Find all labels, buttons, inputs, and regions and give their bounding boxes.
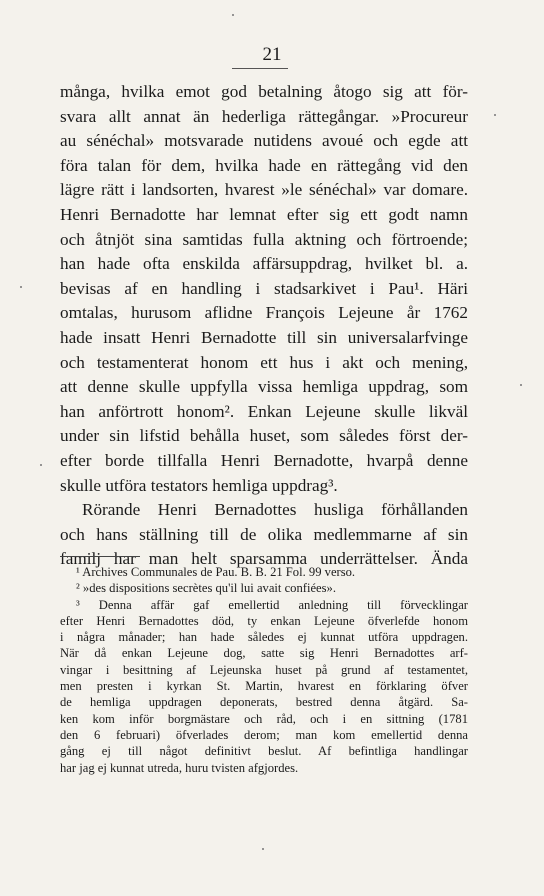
footnote-line: ³ Denna affär gaf emellertid anledning till förvecklingar: [76, 597, 468, 612]
footnote-line: de hemliga uppdragen deponerats, bestred denna åtgärd. Sa-: [60, 695, 468, 710]
footnote-line: ² »des dispositions secrètes qu'il lui avait confiées».: [76, 581, 336, 596]
body-line: föra talan för dem, hvilka hade en rättegång vid den: [60, 155, 468, 175]
paper-speck: [40, 464, 42, 466]
body-line: han hade ofta enskilda affärsuppdrag, hvilket bl. a.: [60, 254, 468, 274]
body-line: familj har man helt sparsamma underrättelser. Ända: [60, 549, 468, 569]
body-line: svara allt annat än hederliga rättegångar. »Procureur: [60, 106, 468, 126]
footnote-line: ¹ Archives Communales de Pau. B. B. 21 Fol. 99 verso.: [76, 565, 356, 579]
footnote-line: vingar i besittning af Lejeunska huset på grund af testamentet,: [60, 662, 468, 677]
body-text: [60, 80, 468, 572]
footnote-rule: [60, 556, 140, 557]
body-line: under sin lifstid behålla huset, som således först der-: [60, 426, 468, 446]
footnote-line: efter Henri Bernadottes död, ty enkan Lejeune öfverlefde honom: [60, 613, 468, 628]
footnote-line: ken kom inför borgmästare och råd, och i en sittning (1781: [60, 711, 468, 726]
page-number-rule: [232, 68, 288, 69]
body-line: hade insatt Henri Bernadotte till sin universalarfvinge: [60, 327, 468, 347]
body-line: lägre rätt i landsorten, hvarest »le sénéchal» var domare.: [60, 180, 468, 200]
body-line: och testamenterat honom ett hus i akt och mening,: [60, 352, 468, 372]
footnote-line: har jag ej kunnat utreda, huru tvisten afgjordes.: [60, 760, 299, 775]
paper-speck: [520, 384, 522, 386]
body-line: Henri Bernadotte har lemnat efter sig ett godt namn: [60, 204, 468, 224]
body-line: skulle utföra testators hemliga uppdrag³.: [60, 475, 338, 495]
paper-speck: [20, 286, 22, 288]
paper-speck: [494, 114, 496, 116]
body-line: många, hvilka emot god betalning åtogo sig att för-: [60, 82, 468, 101]
footnote-line: När då enkan Lejeune dog, satte sig Henri Bernadottes arf-: [60, 646, 468, 661]
footnote-line: den 6 februari) öfverlades derom; man kom emellertid denna: [60, 727, 468, 742]
footnotes: [60, 564, 468, 776]
body-line: och hans ställning till de olika medlemmarne af sin: [60, 524, 468, 544]
footnote-line: i några månader; han hade således ej kunnat utföra uppdragen.: [60, 630, 468, 645]
body-line: au sénéchal» motsvarade nutidens avoué och egde att: [60, 131, 468, 151]
paper-speck: [262, 848, 264, 850]
body-line: efter borde tillfalla Henri Bernadotte, hvarpå denne: [60, 450, 468, 470]
body-line: Rörande Henri Bernadottes husliga förhållanden: [82, 500, 468, 520]
body-line: omtalas, hurusom aflidne François Lejeune år 1762: [60, 303, 468, 323]
body-line: bevisas af en handling i stadsarkivet i Pau¹. Häri: [60, 278, 468, 298]
footnote-line: men presten i kyrkan St. Martin, hvarest en förklaring öfver: [60, 679, 468, 694]
footnote-line: gång ej till något definitivt beslut. Af befintliga handlingar: [60, 744, 468, 759]
body-line: och åtnjöt sina samtidas fulla aktning och förtroende;: [60, 229, 468, 249]
body-line: att denne skulle uppfylla vissa hemliga uppdrag, som: [60, 377, 468, 397]
page-number: 21: [262, 44, 282, 65]
paper-speck: [232, 14, 234, 16]
body-line: han anförtrott honom². Enkan Lejeune skulle likväl: [60, 401, 468, 421]
